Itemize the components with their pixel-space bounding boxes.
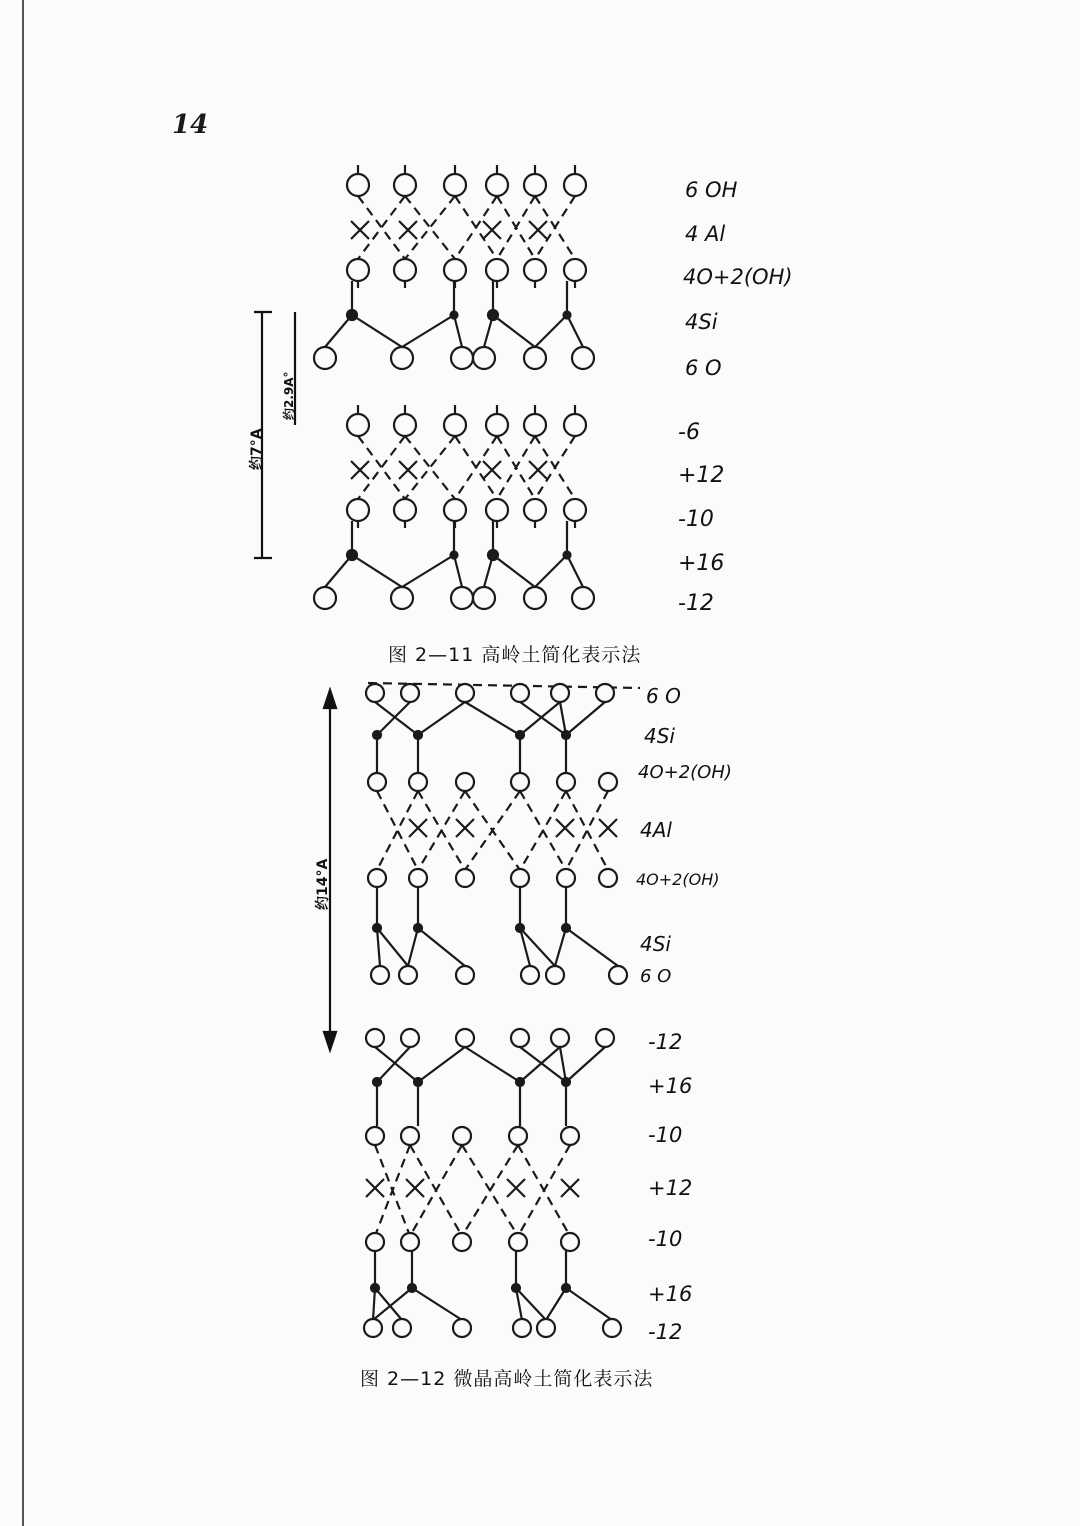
oxygen-atom [546,966,564,984]
oxygen-atom [401,1029,419,1047]
oxygen-atom [368,773,386,791]
oxygen-atom [366,684,384,702]
oxygen-atom [453,1319,471,1337]
oxygen-atom [524,259,546,281]
hydroxyl-atom [486,414,508,436]
oxygen-atom [366,1029,384,1047]
fig1-layer-label-0: 6 OH [685,178,738,202]
oxygen-atom [401,1233,419,1251]
oxygen-atom [561,1127,579,1145]
bond [566,1288,612,1320]
fig1-layer-label-2: 4O+2(OH) [683,265,793,289]
fig2-charge-5: +16 [648,1282,693,1306]
oxygen-atom [399,966,417,984]
oxygen-atom [409,869,427,887]
fig2-charge-3: +12 [648,1176,693,1200]
oxygen-atom [511,1029,529,1047]
bond [377,928,408,966]
bond [566,928,618,966]
hydroxyl-atom [524,174,546,196]
bond [377,928,380,966]
oxygen-atom [473,347,495,369]
oxygen-atom [401,1127,419,1145]
fig2-charge-0: -12 [648,1030,683,1054]
bond [567,315,583,347]
fig2-charge-6: -12 [648,1320,683,1344]
hydroxyl-atom [564,414,586,436]
fig1-dimension-outer: 约7°A [249,428,265,470]
oxygen-atom [511,869,529,887]
fig2-layer-label-1: 4Si [644,724,675,748]
bond [546,1288,566,1320]
page-number: 14 [172,110,209,140]
oxygen-atom [451,587,473,609]
oxygen-atom [473,587,495,609]
oxygen-atom [314,347,336,369]
bond [493,315,535,347]
oxygen-atom [572,587,594,609]
fig2-dimension: 约14°A [315,858,331,910]
oxygen-atom [572,347,594,369]
oxygen-atom [603,1319,621,1337]
fig1-layer-label-4: 6 O [685,356,722,380]
bond [465,702,520,735]
oxygen-atom [394,259,416,281]
oxygen-atom [596,684,614,702]
oxygen-atom [366,1127,384,1145]
bond [352,315,402,347]
oxygen-atom [564,259,586,281]
oxygen-atom [364,1319,382,1337]
fig2-charge-2: -10 [648,1123,683,1147]
bond [555,928,566,966]
oxygen-atom [456,773,474,791]
figure-1-caption: 图 2—11 高岭土简化表示法 [388,644,642,666]
fig2-layer-label-0: 6 O [646,684,681,708]
oxygen-atom [557,773,575,791]
oxygen-atom [347,259,369,281]
oxygen-atom [557,869,575,887]
fig1-dimension-inner: 约2.9A° [282,371,296,420]
fig2-layer-label-6: 6 O [640,966,672,987]
oxygen-atom [524,499,546,521]
bond [567,555,583,587]
oxygen-atom [524,587,546,609]
oxygen-atom [564,499,586,521]
oxygen-atom [561,1233,579,1251]
hydroxyl-atom [524,414,546,436]
bond [566,1047,605,1082]
oxygen-atom [453,1127,471,1145]
oxygen-atom [509,1127,527,1145]
oxygen-atom [401,684,419,702]
oxygen-atom [347,499,369,521]
bond [352,555,402,587]
oxygen-atom [314,587,336,609]
oxygen-atom [596,1029,614,1047]
hydroxyl-atom [347,174,369,196]
oxygen-atom [444,499,466,521]
bond [535,555,567,587]
bond [418,1047,465,1082]
fig2-layer-label-2: 4O+2(OH) [638,762,732,783]
fig1-layer-label-1: 4 Al [685,222,726,246]
oxygen-atom [537,1319,555,1337]
fig2-layer-label-3: 4Al [640,818,672,842]
dimension-arrows [254,312,336,1050]
bond [454,555,462,587]
bond [402,315,454,347]
oxygen-atom [393,1319,411,1337]
fig1-layer-label-3: 4Si [685,310,718,334]
figure-2-caption: 图 2—12 微晶高岭土简化表示法 [360,1368,654,1390]
oxygen-atom [599,773,617,791]
oxygen-atom [551,684,569,702]
bond [325,315,352,347]
oxygen-atom [451,347,473,369]
hydroxyl-atom [444,174,466,196]
hydroxyl-atom [444,414,466,436]
hydroxyl-atom [394,174,416,196]
oxygen-atom [609,966,627,984]
oxygen-atom [456,869,474,887]
oxygen-atom [509,1233,527,1251]
oxygen-atom [366,1233,384,1251]
fig1-charge-3: +16 [678,551,725,576]
figure-1-structure [314,165,594,609]
bond [493,555,535,587]
bond [484,315,493,347]
oxygen-atom [511,684,529,702]
oxygen-atom [524,347,546,369]
bond [325,555,352,587]
bond [465,1047,520,1082]
fig1-charge-0: -6 [678,420,700,445]
bond [484,555,493,587]
figure-2-structure [364,683,640,1337]
bond [418,928,465,966]
bond [412,1288,462,1320]
fig1-charge-1: +12 [678,463,725,488]
oxygen-atom [444,259,466,281]
oxygen-atom [599,869,617,887]
fig1-charge-2: -10 [678,507,714,532]
oxygen-atom [371,966,389,984]
bond [566,702,605,735]
hydroxyl-atom [394,414,416,436]
fig2-charge-4: -10 [648,1227,683,1251]
oxygen-atom [394,499,416,521]
hydroxyl-atom [486,174,508,196]
fig2-charge-1: +16 [648,1074,693,1098]
oxygen-atom [409,773,427,791]
oxygen-atom [391,587,413,609]
oxygen-atom [486,259,508,281]
hydroxyl-atom [347,414,369,436]
fig2-layer-label-4: 4O+2(OH) [636,870,720,889]
oxygen-atom [456,684,474,702]
oxygen-atom [513,1319,531,1337]
fig1-charge-4: -12 [678,591,714,616]
bond [418,702,465,735]
fig2-layer-label-5: 4Si [640,932,671,956]
oxygen-atom [486,499,508,521]
oxygen-atom [368,869,386,887]
hydroxyl-atom [564,174,586,196]
bond [535,315,567,347]
bond [454,315,462,347]
oxygen-atom [521,966,539,984]
oxygen-atom [511,773,529,791]
bond [402,555,454,587]
oxygen-atom [551,1029,569,1047]
oxygen-atom [456,1029,474,1047]
oxygen-atom [456,966,474,984]
oxygen-atom [391,347,413,369]
oxygen-atom [453,1233,471,1251]
bond [408,928,418,966]
